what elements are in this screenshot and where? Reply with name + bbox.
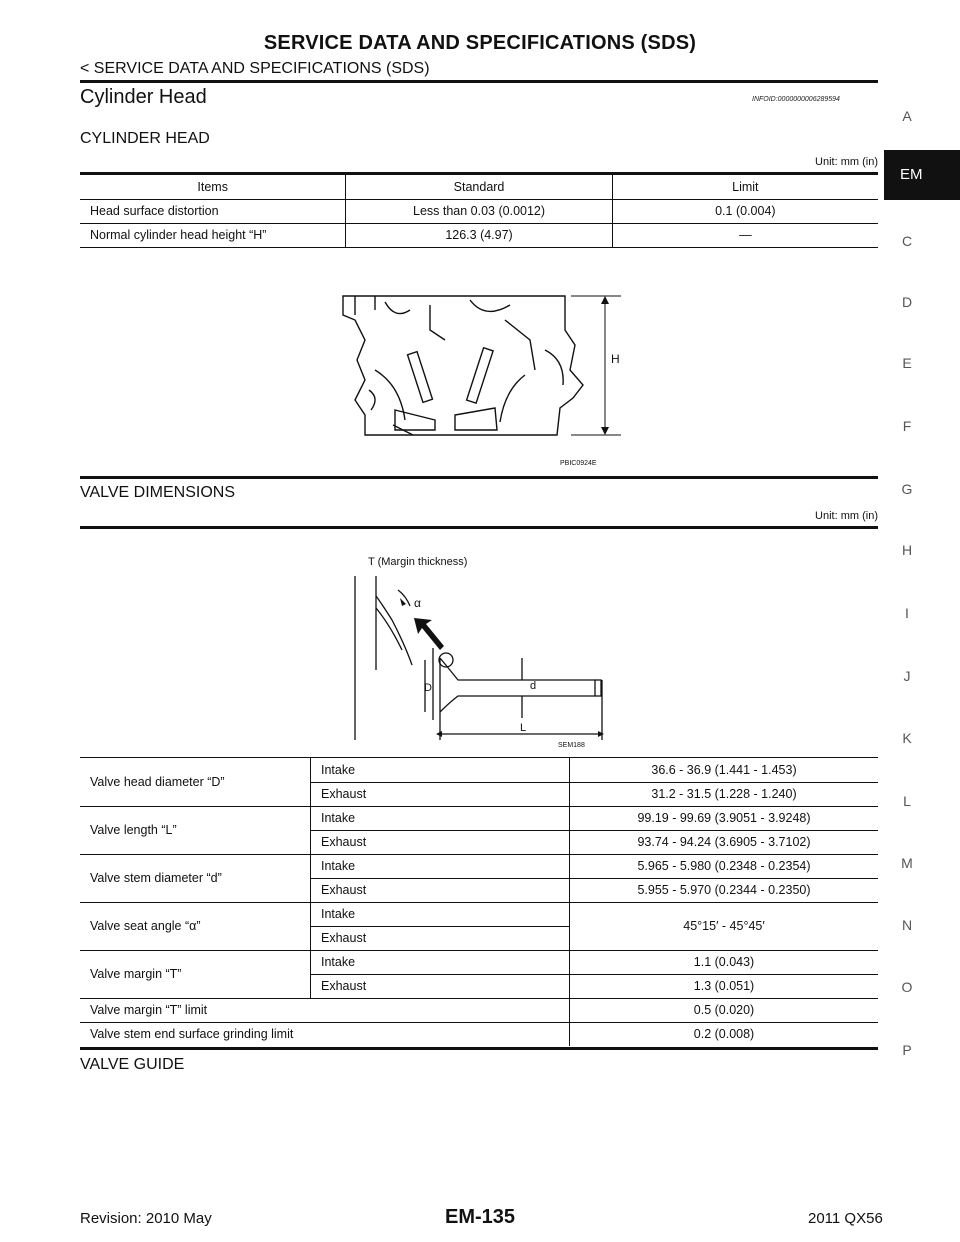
cell-item: Valve stem end surface grinding limit	[80, 1022, 570, 1046]
cell-limit: —	[739, 228, 752, 242]
valve-guide-heading: VALVE GUIDE	[80, 1056, 185, 1073]
cell-type: Intake	[311, 758, 570, 782]
cell-type: Exhaust	[311, 926, 570, 950]
cylinder-head-illustration	[335, 290, 625, 470]
valve-dimensions-unit: Unit: mm (in)	[815, 510, 878, 522]
footer-model: 2011 QX56	[808, 1210, 883, 1227]
section-divider	[80, 476, 878, 479]
cylinder-head-table	[80, 175, 878, 248]
table-header-row	[80, 175, 878, 199]
figure-label-alpha: α	[414, 596, 421, 610]
cell-item: Normal cylinder head height “H”	[80, 223, 346, 247]
sidebar-item-f[interactable]: F	[902, 418, 912, 434]
footer-revision: Revision: 2010 May	[80, 1210, 212, 1227]
table-row	[80, 950, 878, 974]
sidebar-item-o[interactable]: O	[901, 979, 913, 995]
cylinder-head-unit: Unit: mm (in)	[815, 156, 878, 168]
table-row	[80, 854, 878, 878]
footer-page-number: EM-135	[444, 1206, 516, 1228]
valve-dimensions-top-rule	[80, 526, 878, 529]
page-title: SERVICE DATA AND SPECIFICATIONS (SDS)	[263, 32, 697, 54]
cell-standard: Less than 0.03 (0.0012)	[346, 199, 612, 223]
sidebar-item-em-active[interactable]: EM	[884, 150, 960, 200]
cell-type: Intake	[311, 806, 570, 830]
sidebar-item-a[interactable]: A	[902, 108, 912, 124]
cell-limit: 0.1 (0.004)	[715, 204, 776, 218]
cell-value: 93.74 - 94.24 (3.6905 - 3.7102)	[637, 835, 811, 849]
figure-label-d: d	[530, 680, 537, 692]
figure-id-pbic0924e: PBIC0924E	[560, 460, 597, 467]
figure-label-h: H	[611, 352, 620, 366]
cell-value: 5.965 - 5.980 (0.2348 - 0.2354)	[637, 859, 811, 873]
table-row	[80, 806, 878, 830]
table-row	[80, 199, 878, 223]
header-divider	[80, 80, 878, 83]
valve-dimensions-table	[80, 758, 878, 1046]
figure-label-L: L	[520, 722, 527, 734]
cell-type: Exhaust	[311, 878, 570, 902]
section-title: Cylinder Head	[80, 86, 207, 108]
cell-item: Valve margin “T”	[80, 950, 311, 998]
sidebar-item-m[interactable]: M	[901, 855, 913, 871]
valve-dimensions-heading: VALVE DIMENSIONS	[80, 484, 235, 501]
cell-type: Intake	[311, 950, 570, 974]
column-header-standard: Standard	[346, 175, 612, 199]
table-row	[80, 1022, 878, 1046]
figure-label-D: D	[424, 682, 432, 694]
cell-value: 36.6 - 36.9 (1.441 - 1.453)	[651, 762, 797, 777]
cell-type: Exhaust	[311, 782, 570, 806]
cell-type: Exhaust	[311, 974, 570, 998]
cell-item: Valve head diameter “D”	[80, 758, 311, 806]
sidebar-item-l[interactable]: L	[903, 793, 911, 809]
figure-caption-margin-thickness: T (Margin thickness)	[368, 556, 468, 568]
sidebar-item-g[interactable]: G	[901, 481, 913, 497]
cell-value: 1.1 (0.043)	[693, 955, 755, 969]
cell-value: 45°15′ - 45°45′	[570, 902, 879, 950]
cell-item: Valve margin “T” limit	[80, 998, 570, 1022]
cell-type: Exhaust	[311, 830, 570, 854]
cell-value: 31.2 - 31.5 (1.228 - 1.240)	[651, 787, 797, 801]
column-header-limit: Limit	[732, 179, 759, 194]
cell-item: Valve length “L”	[80, 806, 311, 854]
sidebar-item-k[interactable]: K	[902, 730, 912, 746]
cell-item: Head surface distortion	[80, 199, 346, 223]
table-row	[80, 758, 878, 782]
table-row	[80, 998, 878, 1022]
cell-value: 99.19 - 99.69 (3.9051 - 3.9248)	[637, 811, 811, 825]
sidebar-item-i[interactable]: I	[905, 605, 909, 621]
cell-item: Valve stem diameter “d”	[80, 854, 311, 902]
breadcrumb[interactable]: < SERVICE DATA AND SPECIFICATIONS (SDS)	[80, 60, 430, 77]
cell-type: Intake	[311, 854, 570, 878]
valve-table-bottom-rule	[80, 1047, 878, 1050]
sidebar-item-e[interactable]: E	[902, 355, 912, 371]
cell-value: 0.5 (0.020)	[693, 1003, 755, 1017]
sidebar-item-j[interactable]: J	[903, 668, 911, 684]
cell-type: Intake	[311, 902, 570, 926]
info-id: INFOID:0000000006289594	[752, 96, 840, 103]
sidebar-item-d[interactable]: D	[901, 294, 913, 310]
figure-id-sem188: SEM188	[558, 742, 585, 749]
cell-item: Valve seat angle “α”	[80, 902, 311, 950]
cell-value: 1.3 (0.051)	[693, 979, 755, 993]
valve-illustration	[340, 570, 620, 750]
cell-value: 5.955 - 5.970 (0.2344 - 0.2350)	[637, 883, 811, 897]
cell-value: 0.2 (0.008)	[693, 1027, 755, 1042]
table-row	[80, 223, 878, 247]
column-header-items: Items	[80, 175, 346, 199]
sidebar-item-p[interactable]: P	[902, 1042, 912, 1058]
table-row	[80, 902, 878, 926]
sidebar-item-n[interactable]: N	[901, 917, 913, 933]
cylinder-head-heading: CYLINDER HEAD	[80, 130, 210, 147]
section-index-sidebar	[884, 0, 960, 1242]
sidebar-item-c[interactable]: C	[901, 233, 913, 249]
cell-standard: 126.3 (4.97)	[346, 223, 612, 247]
sidebar-item-h[interactable]: H	[901, 542, 913, 558]
